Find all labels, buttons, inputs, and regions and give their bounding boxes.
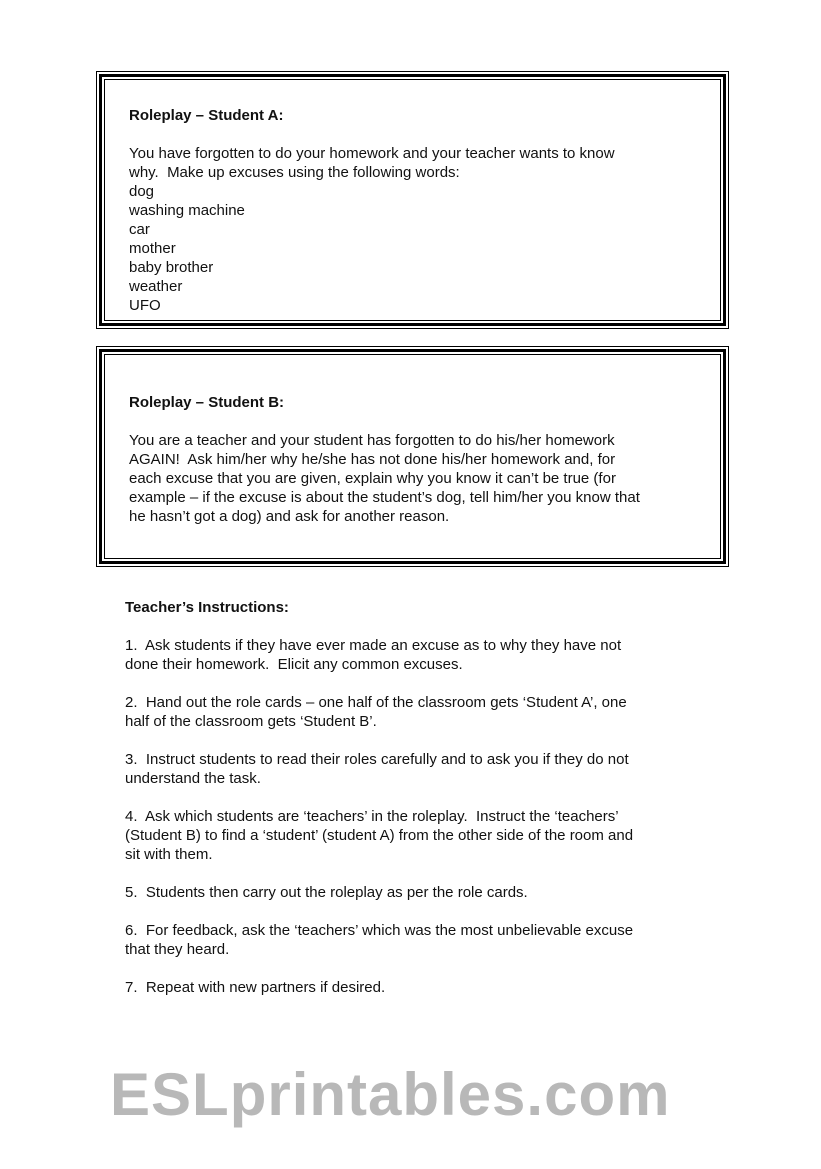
- card-text-line: You are a teacher and your student has forgotten to do his/her homework: [129, 432, 615, 449]
- instruction-step: [125, 693, 633, 750]
- instruction-step: [125, 750, 633, 807]
- card-text-line: mother: [129, 240, 176, 257]
- card-text-line: baby brother: [129, 259, 214, 276]
- instruction-line: done their homework. Elicit any common excuses.: [125, 656, 463, 673]
- card-text-line: AGAIN! Ask him/her why he/she has not done his/her homework and, for: [129, 451, 616, 468]
- role-card-student-b: [96, 346, 729, 567]
- card-title: Roleplay – Student B:: [129, 394, 285, 411]
- instruction-line: half of the classroom gets ‘Student B’.: [125, 713, 377, 730]
- instruction-step: [125, 636, 633, 693]
- card-text-line: washing machine: [129, 202, 245, 219]
- instruction-step: [125, 921, 633, 978]
- card-text-line: why. Make up excuses using the following words:: [129, 164, 460, 181]
- instruction-line: sit with them.: [125, 846, 213, 863]
- watermark: ESLprintables.com: [110, 1061, 671, 1128]
- instruction-line: 1. Ask students if they have ever made an excuse as to why they have not: [125, 637, 622, 654]
- instruction-line: (Student B) to find a ‘student’ (student A) from the other side of the room and: [125, 827, 634, 844]
- instruction-line: 7. Repeat with new partners if desired.: [125, 979, 386, 996]
- card-text-line: dog: [129, 183, 155, 200]
- instruction-line: 4. Ask which students are ‘teachers’ in the roleplay. Instruct the ‘teachers’: [125, 808, 619, 825]
- instruction-step: [125, 883, 633, 921]
- teacher-instructions: [125, 598, 633, 1016]
- role-card-student-a: [96, 71, 729, 329]
- instruction-line: 5. Students then carry out the roleplay as per the role cards.: [125, 884, 528, 901]
- instruction-line: understand the task.: [125, 770, 261, 787]
- instruction-line: 2. Hand out the role cards – one half of the classroom gets ‘Student A’, one: [125, 694, 627, 711]
- instruction-step: [125, 807, 633, 883]
- instruction-line: 6. For feedback, ask the ‘teachers’ which was the most unbelievable excuse: [125, 922, 634, 939]
- card-text-line: car: [129, 221, 150, 238]
- instruction-line: 3. Instruct students to read their roles carefully and to ask you if they do not: [125, 751, 629, 768]
- card-text-line: example – if the excuse is about the student’s dog, tell him/her you know that: [129, 489, 640, 506]
- card-text-line: he hasn’t got a dog) and ask for another reason.: [129, 508, 450, 525]
- card-text-line: each excuse that you are given, explain why you know it can’t be true (for: [129, 470, 616, 487]
- instructions-title: Teacher’s Instructions:: [125, 599, 289, 616]
- instruction-step: [125, 978, 633, 1016]
- card-text-line: UFO: [129, 297, 161, 314]
- card-title: Roleplay – Student A:: [129, 107, 284, 124]
- instruction-line: that they heard.: [125, 941, 230, 958]
- card-text-line: weather: [129, 278, 183, 295]
- card-text-line: You have forgotten to do your homework and your teacher wants to know: [129, 145, 615, 162]
